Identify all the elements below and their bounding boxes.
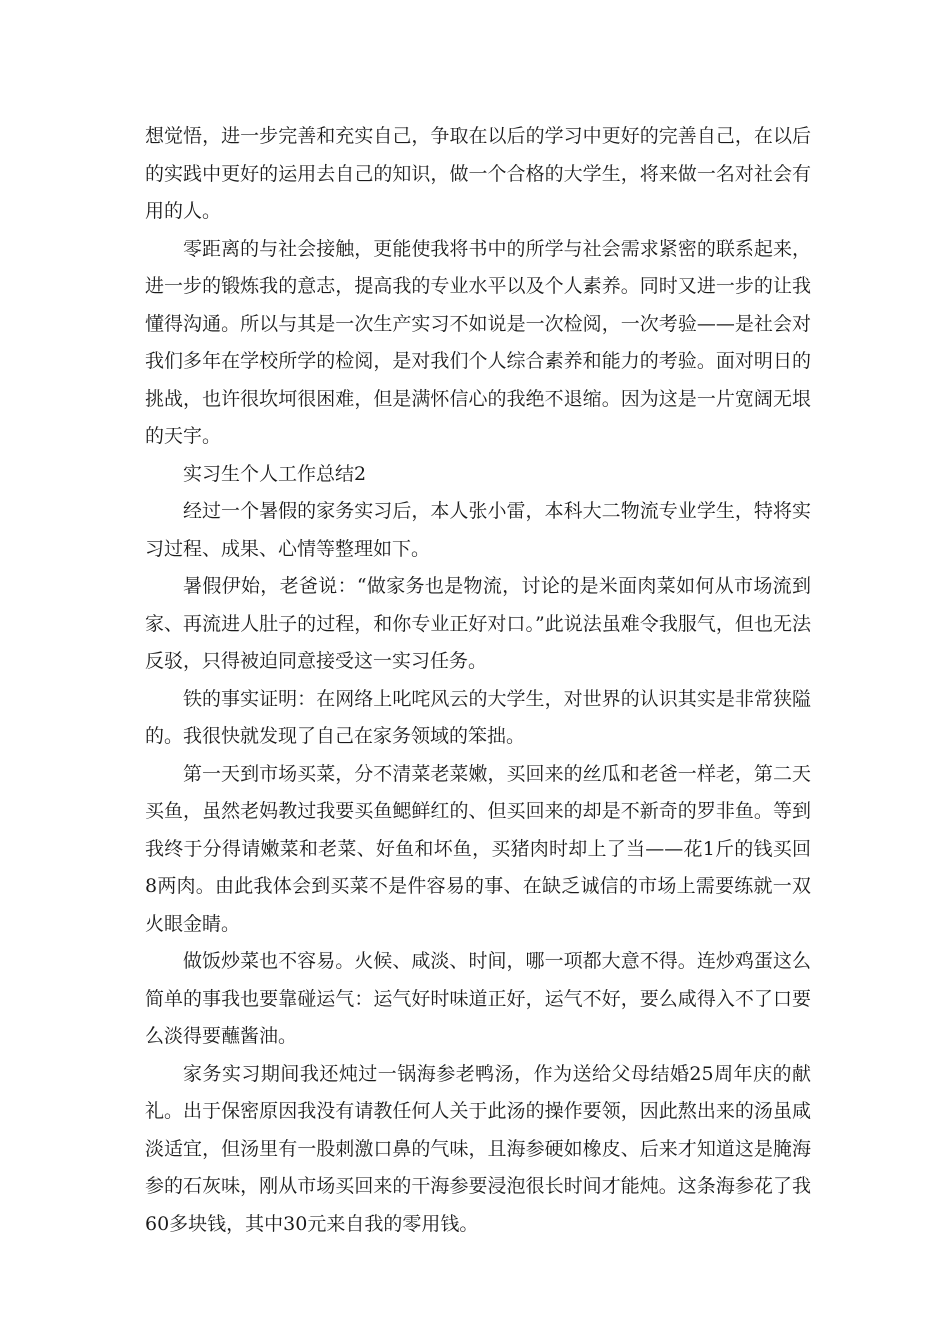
document-body bbox=[145, 118, 811, 1243]
paragraph-5: 铁的事实证明：在网络上叱咤风云的大学生，对世界的认识其实是非常狭隘的。我很快就发现了自己在家务领域的笨拙。 bbox=[145, 687, 811, 747]
paragraph-4: 暑假伊始，老爸说：“做家务也是物流，讨论的是米面肉菜如何从市场流到家、再流进人肚子的过程，和你专业正好对口。”此说法虽难令我服气，但也无法反驳，只得被迫同意接受这一实习任务。 bbox=[145, 575, 811, 672]
paragraph-2: 零距离的与社会接触，更能使我将书中的所学与社会需求紧密的联系起来，进一步的锻炼我的意志，提高我的专业水平以及个人素养。同时又进一步的让我懂得沟通。所以与其是一次生产实习不如说是一次检阅，一次考验——是社会对我们多年在学校所学的检阅，是对我们个人综合素养和能力的考验。面对明日的挑战，也许很坎坷很困难，但是满怀信心的我绝不退缩。因为这是一片宽阔无垠的天宇。 bbox=[145, 237, 811, 447]
paragraph-8: 家务实习期间我还炖过一锅海参老鸭汤，作为送给父母结婚25周年庆的献礼。出于保密原因我没有请教任何人关于此汤的操作要领，因此熬出来的汤虽咸淡适宜，但汤里有一股刺激口鼻的气味，且海参硬如橡皮、后来才知道这是腌海参的石灰味，刚从市场买回来的干海参要浸泡很长时间才能炖。这条海参花了我60多块钱，其中30元来自我的零用钱。 bbox=[145, 1062, 811, 1235]
section-heading: 实习生个人工作总结2 bbox=[183, 462, 367, 485]
paragraph-1: 想觉悟，进一步完善和充实自己，争取在以后的学习中更好的完善自己，在以后的实践中更好的运用去自己的知识，做一个合格的大学生，将来做一名对社会有用的人。 bbox=[145, 125, 811, 222]
paragraph-6: 第一天到市场买菜，分不清菜老菜嫩，买回来的丝瓜和老爸一样老，第二天买鱼，虽然老妈教过我要买鱼鳃鲜红的、但买回来的却是不新奇的罗非鱼。等到我终于分得请嫩菜和老菜、好鱼和坏鱼，买猪肉时却上了当——花1斤的钱买回8两肉。由此我体会到买菜不是件容易的事、在缺乏诚信的市场上需要练就一双火眼金睛。 bbox=[145, 762, 811, 935]
paragraph-3: 经过一个暑假的家务实习后，本人张小雷，本科大二物流专业学生，特将实习过程、成果、心情等整理如下。 bbox=[145, 500, 811, 560]
paragraph-7: 做饭炒菜也不容易。火候、咸淡、时间，哪一项都大意不得。连炒鸡蛋这么简单的事我也要靠碰运气：运气好时味道正好，运气不好，要么咸得入不了口要么淡得要蘸酱油。 bbox=[145, 950, 811, 1047]
